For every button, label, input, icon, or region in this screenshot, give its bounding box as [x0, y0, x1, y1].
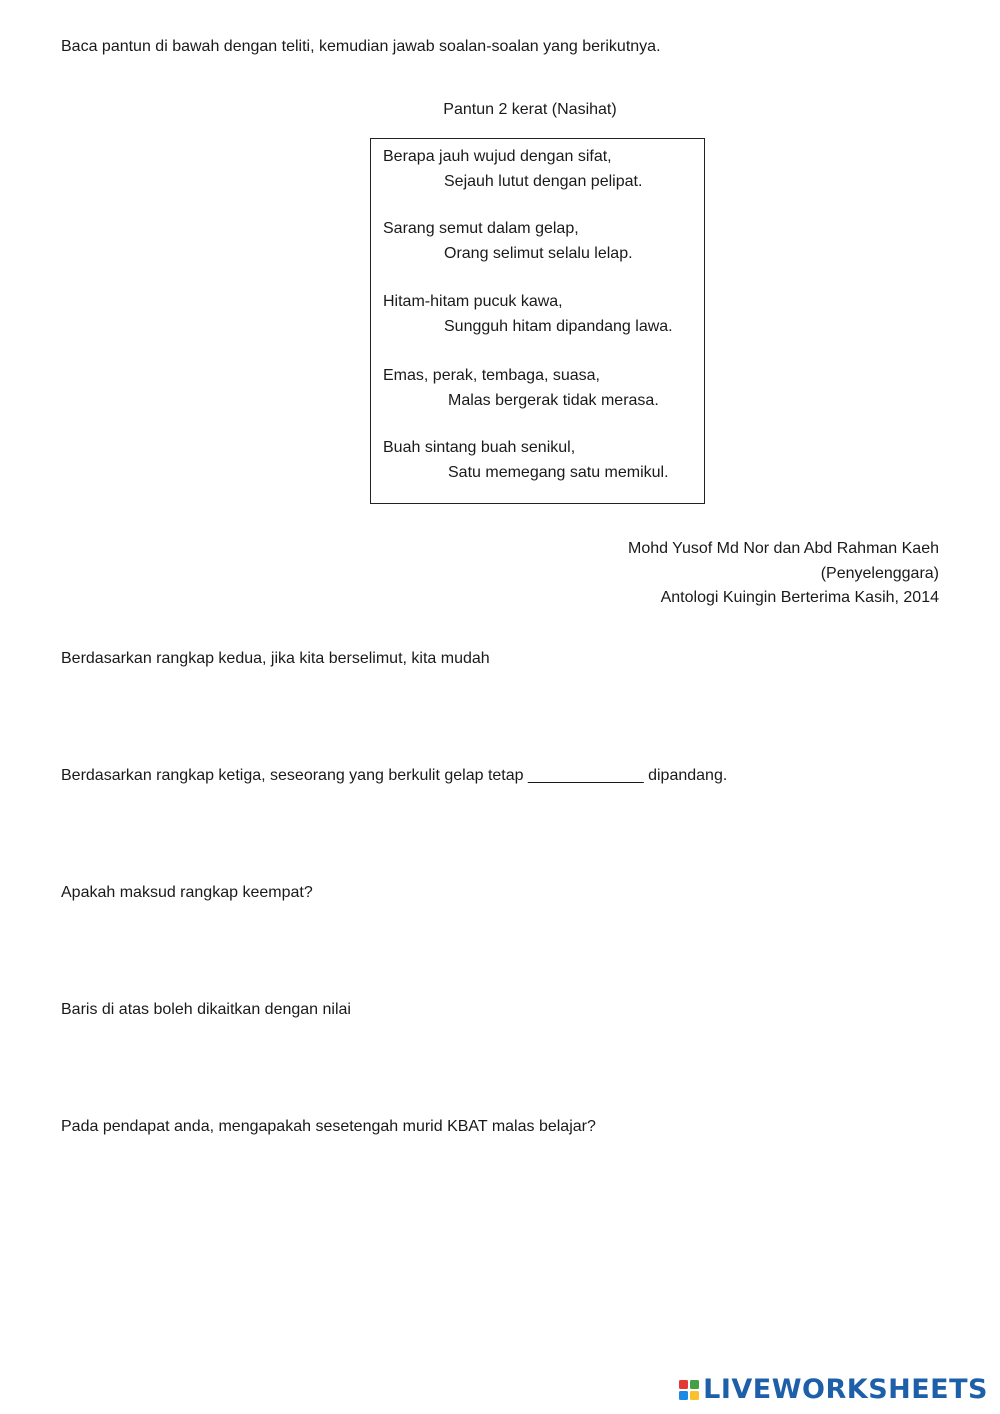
answer-blank[interactable]: _____________ [527, 767, 644, 784]
stanza-line: Hitam-hitam pucuk kawa, [383, 293, 563, 310]
stanza-line: Berapa jauh wujud dengan sifat, [383, 148, 612, 165]
stanza-line: Emas, perak, tembaga, suasa, [383, 367, 600, 384]
stanza-4 [383, 364, 659, 413]
pantun-title: Pantun 2 kerat (Nasihat) [443, 101, 617, 118]
stanza-line: Sejauh lutut dengan pelipat. [444, 172, 643, 190]
stanza-line: Sungguh hitam dipandang lawa. [444, 317, 673, 335]
logo-mark-icon [679, 1380, 699, 1400]
logo-text: LIVEWORKSHEETS [703, 1374, 988, 1405]
question-5: Pada pendapat anda, mengapakah sesetengah murid KBAT malas belajar? [61, 1118, 596, 1135]
liveworksheets-logo [679, 1376, 988, 1404]
stanza-2 [383, 217, 633, 266]
stanza-line: Sarang semut dalam gelap, [383, 220, 579, 237]
stanza-line: Satu memegang satu memikul. [448, 463, 669, 481]
instruction-text: Baca pantun di bawah dengan teliti, kemudian jawab soalan-soalan yang berikutnya. [61, 38, 661, 55]
source-book: Antologi Kuingin Berterima Kasih, 2014 [660, 589, 939, 606]
stanza-3 [383, 290, 673, 339]
pantun-box [370, 138, 705, 504]
stanza-1 [383, 145, 642, 194]
question-2-text-end: dipandang. [643, 767, 728, 784]
question-1: Berdasarkan rangkap kedua, jika kita berselimut, kita mudah [61, 650, 490, 667]
stanza-line: Malas bergerak tidak merasa. [448, 391, 659, 409]
stanza-5 [383, 436, 669, 485]
question-4: Baris di atas boleh dikaitkan dengan nilai [61, 1001, 351, 1018]
source-role: (Penyelenggara) [820, 564, 939, 582]
source-citation [628, 537, 939, 611]
stanza-line: Orang selimut selalu lelap. [444, 244, 633, 262]
question-2 [61, 766, 727, 786]
stanza-line: Buah sintang buah senikul, [383, 439, 576, 456]
question-2-text: Berdasarkan rangkap ketiga, seseorang yang berkulit gelap tetap [61, 767, 528, 784]
source-authors: Mohd Yusof Md Nor dan Abd Rahman Kaeh [627, 540, 939, 557]
question-3: Apakah maksud rangkap keempat? [61, 884, 313, 901]
